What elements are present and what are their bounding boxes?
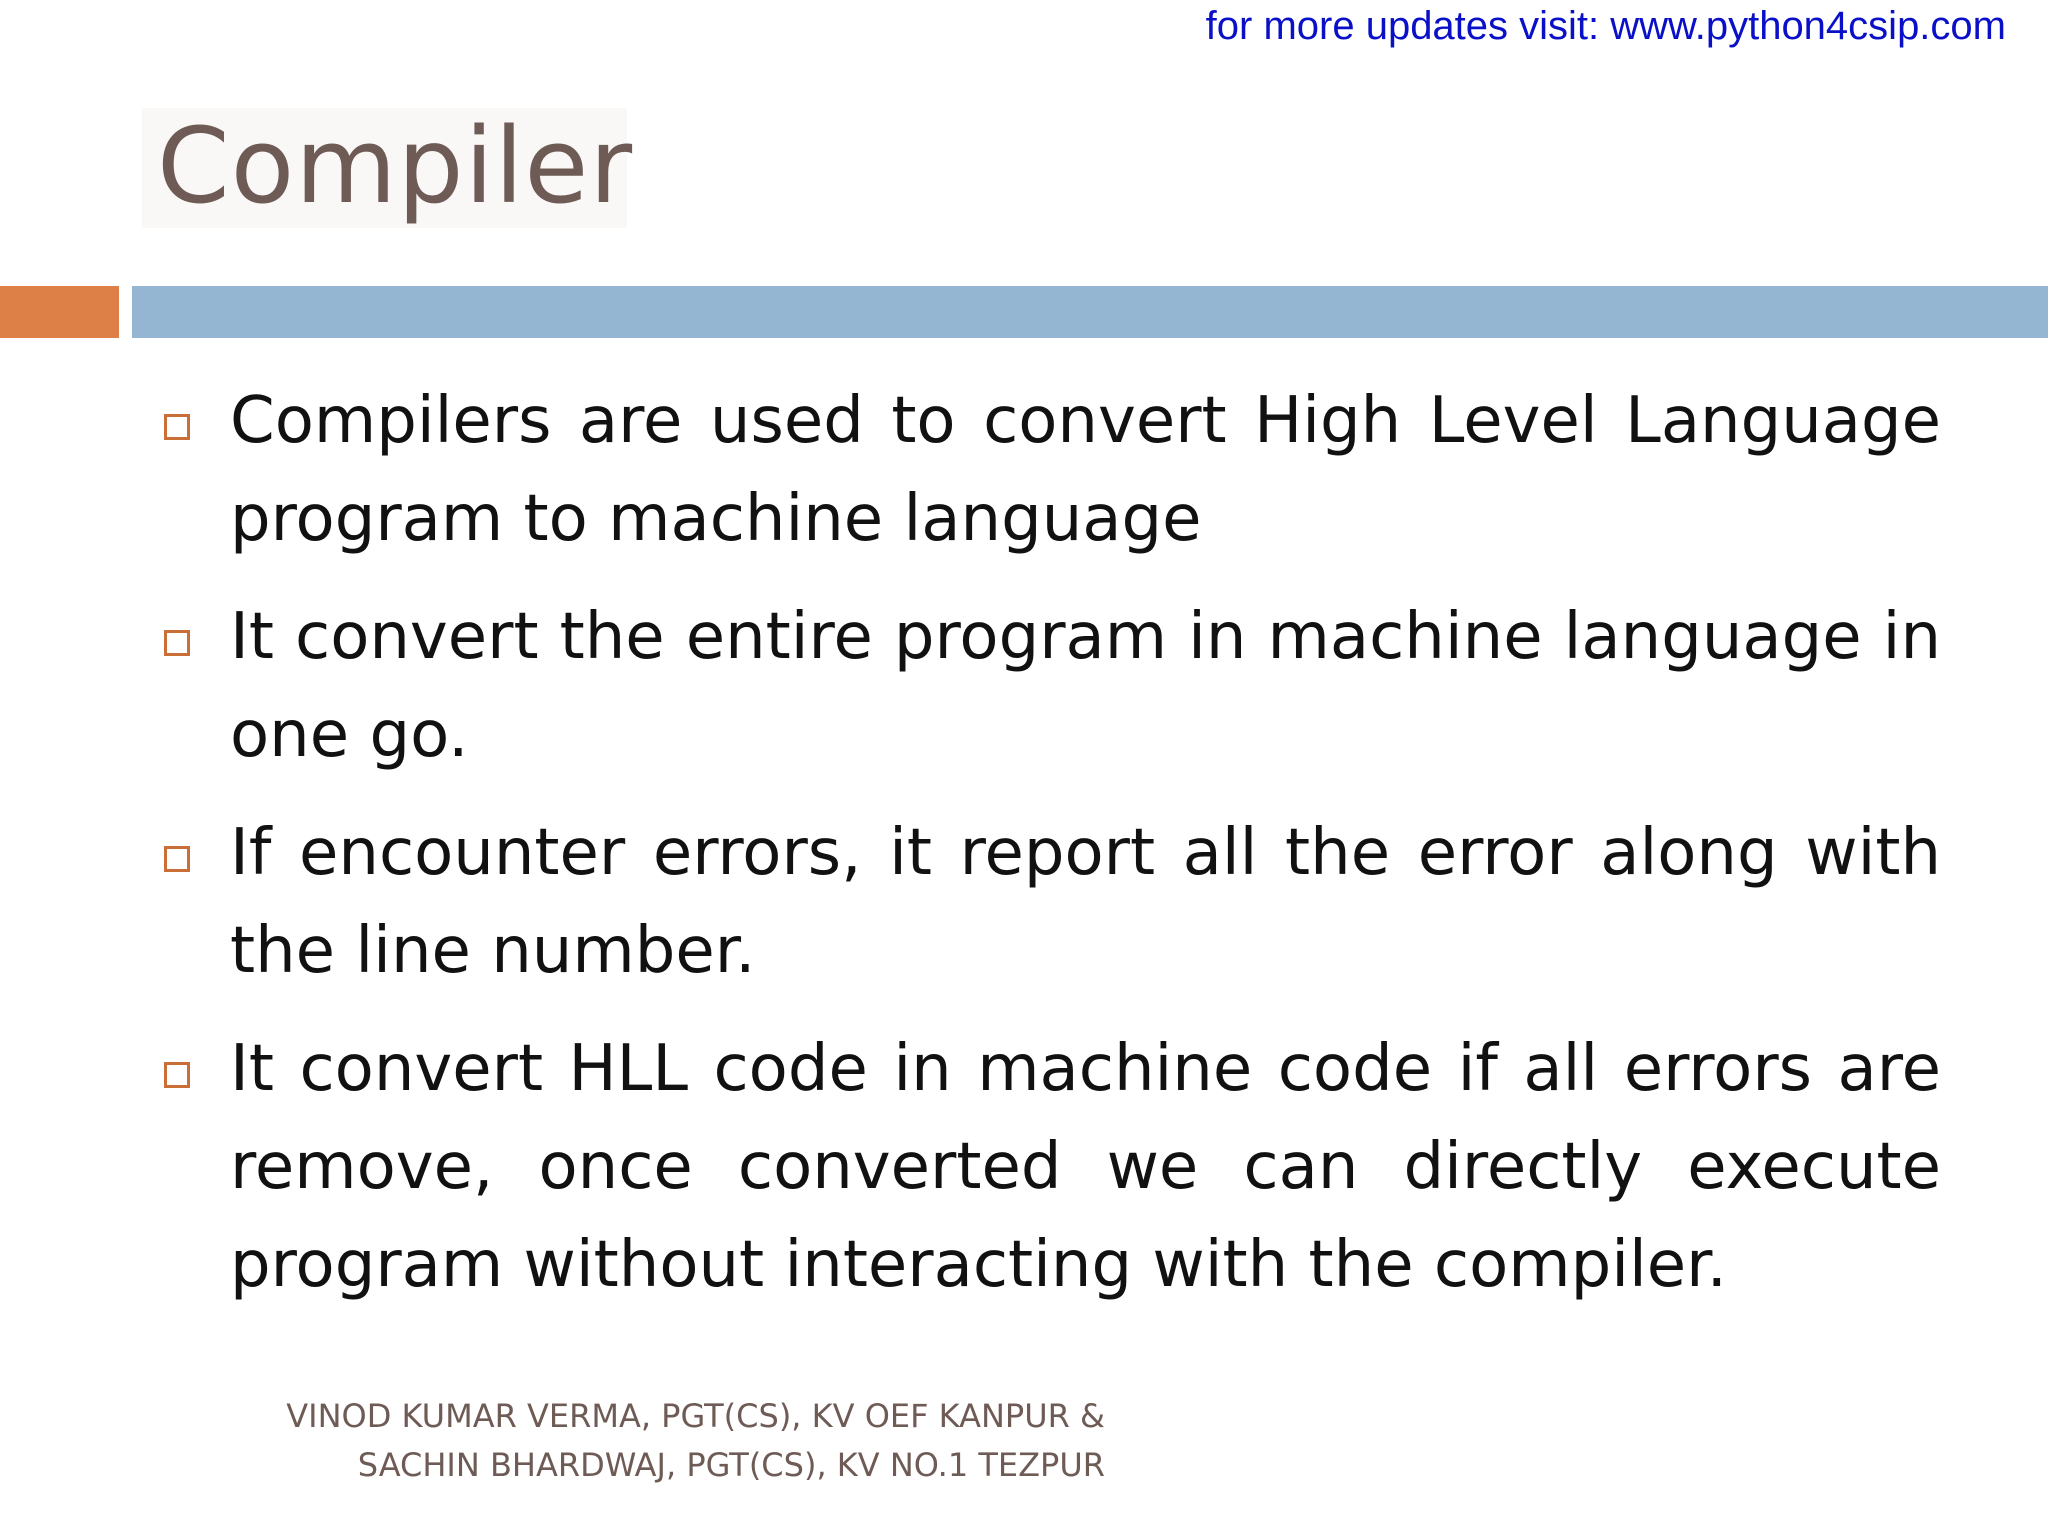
accent-bar-orange xyxy=(0,286,119,338)
square-bullet-icon xyxy=(164,1062,190,1088)
slide-title: Compiler xyxy=(157,105,634,227)
bullet-item xyxy=(0,372,2048,568)
square-bullet-icon xyxy=(164,630,190,656)
footer-line-2: SACHIN BHARDWAJ, PGT(CS), KV NO.1 TEZPUR xyxy=(357,1446,1105,1484)
bullet-text: If encounter errors, it report all the error along with the line number. xyxy=(230,816,1941,988)
bullet-item xyxy=(0,804,2048,1000)
square-bullet-icon xyxy=(164,414,190,440)
square-bullet-icon xyxy=(164,846,190,872)
bullet-item xyxy=(0,588,2048,784)
bullet-text: It convert HLL code in machine code if all errors are remove, once converted we can directly execute program without interacting with the compiler. xyxy=(230,1032,1941,1302)
bullet-text: It convert the entire program in machine language in one go. xyxy=(230,600,1941,772)
accent-bar-blue xyxy=(132,286,2048,338)
bullet-text: Compilers are used to convert High Level Language program to machine language xyxy=(230,384,1941,556)
bullet-item xyxy=(0,1020,2048,1314)
bullet-list xyxy=(0,372,2048,1334)
footer-line-1: VINOD KUMAR VERMA, PGT(CS), KV OEF KANPUR & xyxy=(286,1397,1105,1435)
website-link[interactable]: for more updates visit: www.python4csip.com xyxy=(1205,4,2006,48)
slide-footer xyxy=(230,1392,1105,1490)
